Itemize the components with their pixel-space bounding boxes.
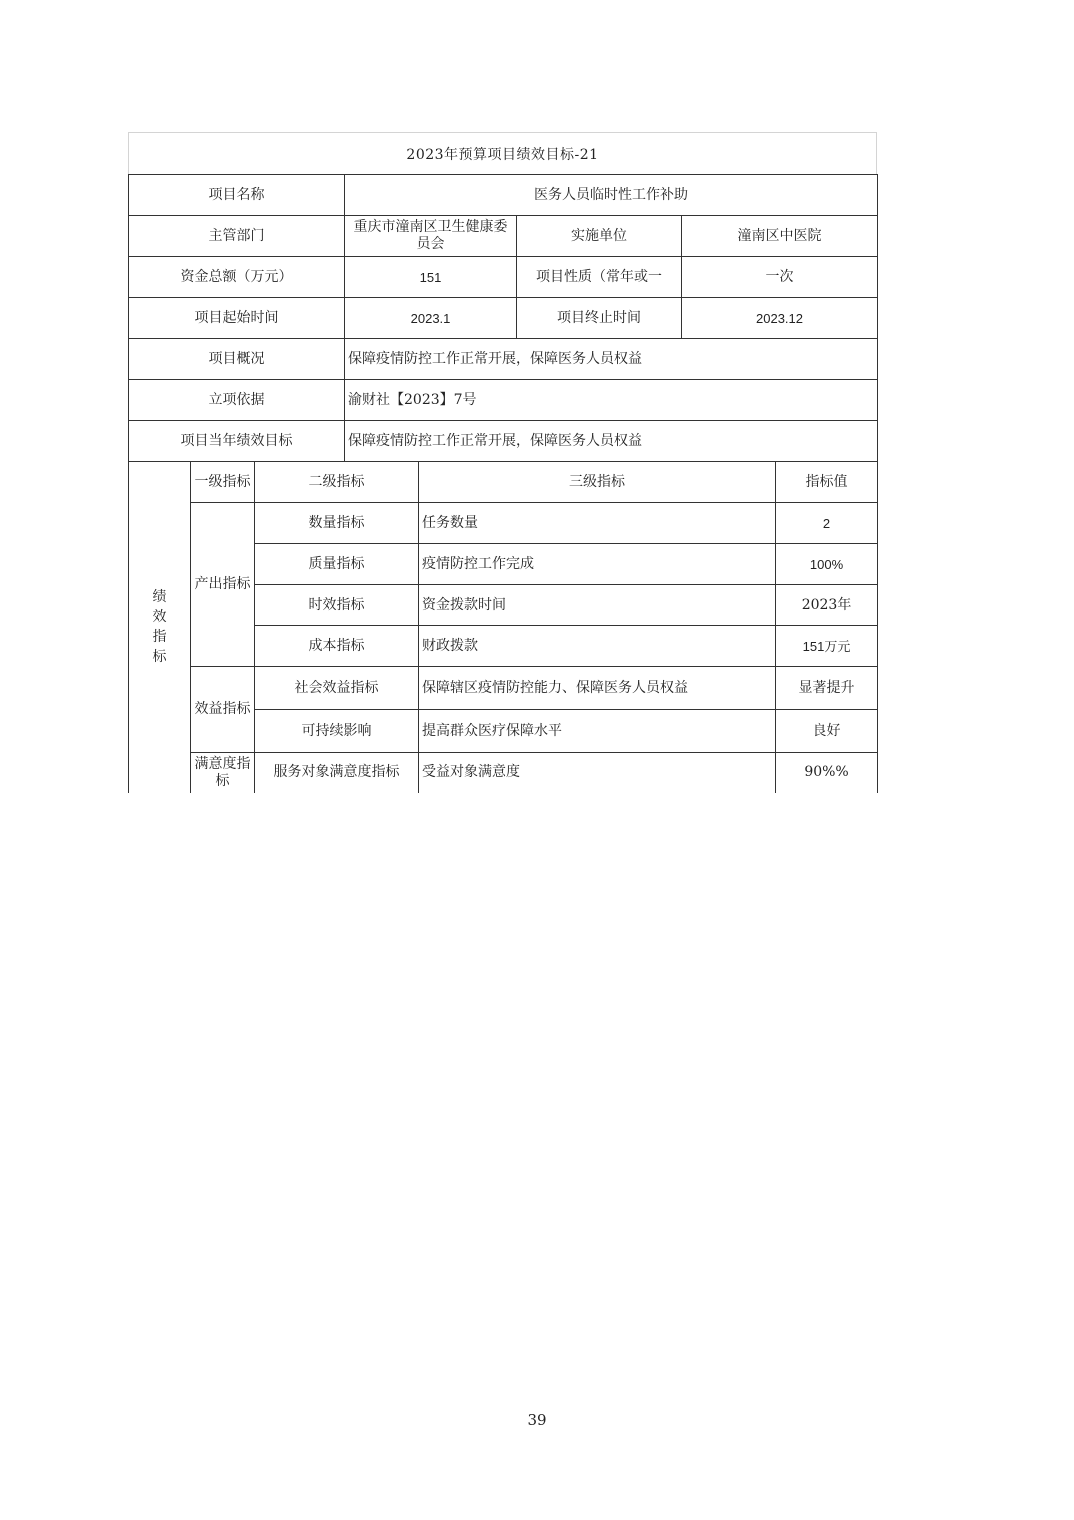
indicator-level2: 质量指标 <box>255 544 419 585</box>
dept-label: 主管部门 <box>129 216 345 257</box>
end-value: 2023.12 <box>682 298 878 339</box>
start-value: 2023.1 <box>345 298 517 339</box>
group-output: 产出指标 <box>191 503 255 667</box>
row-department <box>129 216 878 257</box>
indicator-level2: 成本指标 <box>255 626 419 667</box>
header-level1: 一级指标 <box>191 462 255 503</box>
indicator-level2: 数量指标 <box>255 503 419 544</box>
row-dates <box>129 298 878 339</box>
overview-label: 项目概况 <box>129 339 345 380</box>
header-level2: 二级指标 <box>255 462 419 503</box>
project-name-label: 项目名称 <box>129 175 345 216</box>
group-benefit: 效益指标 <box>191 667 255 753</box>
indicator-level3: 疫情防控工作完成 <box>419 544 776 585</box>
nature-label: 项目性质（常年或一 <box>517 257 682 298</box>
indicator-value: 2023年 <box>776 585 878 626</box>
table-row <box>129 667 878 710</box>
group-satisfaction: 满意度指标 <box>191 753 255 793</box>
unit-value: 潼南区中医院 <box>682 216 878 257</box>
table-row <box>129 503 878 544</box>
row-project-name <box>129 175 878 216</box>
indicator-value: 90%% <box>776 753 878 793</box>
indicator-level3: 财政拨款 <box>419 626 776 667</box>
goal-value: 保障疫情防控工作正常开展，保障医务人员权益 <box>345 421 878 462</box>
dept-value: 重庆市潼南区卫生健康委员会 <box>345 216 517 257</box>
performance-target-sheet <box>128 132 877 793</box>
indicator-level2: 可持续影响 <box>255 710 419 753</box>
indicator-value: 良好 <box>776 710 878 753</box>
indicator-level3: 资金拨款时间 <box>419 585 776 626</box>
indicator-value: 2 <box>776 503 878 544</box>
row-overview <box>129 339 878 380</box>
indicator-value: 100% <box>776 544 878 585</box>
perf-indicator-text: 绩效指标 <box>152 589 167 666</box>
unit-label: 实施单位 <box>517 216 682 257</box>
page-number: 39 <box>527 1411 547 1429</box>
nature-value: 一次 <box>682 257 878 298</box>
funds-label: 资金总额（万元） <box>129 257 345 298</box>
end-label: 项目终止时间 <box>517 298 682 339</box>
indicator-level3: 提高群众医疗保障水平 <box>419 710 776 753</box>
indicator-level3: 受益对象满意度 <box>419 753 776 793</box>
overview-value: 保障疫情防控工作正常开展，保障医务人员权益 <box>345 339 878 380</box>
table-row <box>129 753 878 793</box>
performance-table <box>128 174 878 793</box>
perf-indicator-label <box>129 462 191 793</box>
indicator-value: 显著提升 <box>776 667 878 710</box>
indicator-value: 151万元 <box>776 626 878 667</box>
goal-label: 项目当年绩效目标 <box>129 421 345 462</box>
header-level3: 三级指标 <box>419 462 776 503</box>
row-goal <box>129 421 878 462</box>
row-funds <box>129 257 878 298</box>
indicator-level2: 社会效益指标 <box>255 667 419 710</box>
indicator-level2: 服务对象满意度指标 <box>255 753 419 793</box>
indicator-level3: 保障辖区疫情防控能力、保障医务人员权益 <box>419 667 776 710</box>
row-basis <box>129 380 878 421</box>
basis-label: 立项依据 <box>129 380 345 421</box>
funds-value: 151 <box>345 257 517 298</box>
indicator-level2: 时效指标 <box>255 585 419 626</box>
table-title: 2023年预算项目绩效目标-21 <box>128 132 877 174</box>
header-value: 指标值 <box>776 462 878 503</box>
basis-value: 渝财社【2023】7号 <box>345 380 878 421</box>
indicator-level3: 任务数量 <box>419 503 776 544</box>
start-label: 项目起始时间 <box>129 298 345 339</box>
project-name-value: 医务人员临时性工作补助 <box>345 175 878 216</box>
row-indicator-headers <box>129 462 878 503</box>
